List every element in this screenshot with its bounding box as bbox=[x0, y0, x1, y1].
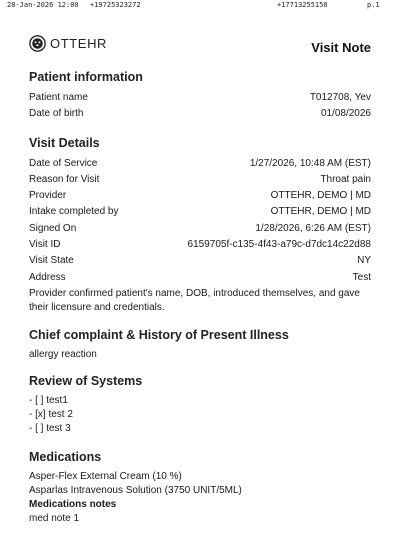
medications-section bbox=[29, 448, 371, 526]
reason-for-visit-row bbox=[29, 172, 371, 188]
row-label: Visit ID bbox=[29, 239, 61, 251]
medication-item: Asparlas Intravenous Solution (3750 UNIT/5ML) bbox=[29, 484, 242, 496]
row-value: OTTEHR, DEMO | MD bbox=[270, 190, 371, 202]
brand-logo-text: OTTEHR bbox=[50, 36, 108, 51]
row-value: 1/27/2026, 10:48 AM (EST) bbox=[249, 157, 371, 169]
row-label: Date of Service bbox=[29, 157, 98, 169]
row-label: Date of birth bbox=[29, 108, 84, 120]
visit-details-section bbox=[29, 134, 371, 315]
signed-on-row bbox=[29, 221, 371, 237]
row-label: Provider bbox=[29, 190, 67, 202]
row-label: Patient name bbox=[29, 92, 88, 103]
date-of-birth-row bbox=[29, 106, 371, 122]
section-heading: Chief complaint & History of Present Illness bbox=[29, 327, 289, 342]
ros-item: - [ ] test 3 bbox=[29, 422, 71, 434]
row-value: OTTEHR, DEMO | MD bbox=[270, 206, 371, 218]
chief-complaint-text: allergy reaction bbox=[29, 348, 97, 360]
row-label: Intake completed by bbox=[29, 206, 119, 218]
row-value: Test bbox=[352, 271, 371, 283]
medication-item: Asper-Flex External Cream (10 %) bbox=[29, 470, 182, 482]
medications-notes-heading: Medications notes bbox=[29, 498, 117, 510]
section-heading: Medications bbox=[29, 449, 102, 464]
fax-header bbox=[0, 0, 400, 12]
ros-item: - [x] test 2 bbox=[29, 408, 73, 420]
fax-date-time: 28-Jan-2026 12:00 bbox=[7, 1, 79, 9]
visit-id-row bbox=[29, 237, 371, 253]
row-value: NY bbox=[357, 255, 371, 267]
patient-name-row bbox=[29, 90, 371, 106]
section-heading: Review of Systems bbox=[29, 373, 143, 388]
fax-from-number: +19725323272 bbox=[90, 1, 141, 9]
visit-state-row bbox=[29, 253, 371, 269]
row-label: Visit State bbox=[29, 255, 74, 267]
section-heading: Visit Details bbox=[29, 135, 100, 150]
address-row bbox=[29, 270, 371, 286]
document-title: Visit Note bbox=[311, 40, 371, 55]
row-value: T012708, Yev bbox=[309, 92, 371, 103]
row-value: 1/28/2026, 6:26 AM (EST) bbox=[255, 222, 371, 234]
row-label: Reason for Visit bbox=[29, 173, 100, 185]
date-of-service-row bbox=[29, 156, 371, 172]
otter-logo-icon bbox=[29, 35, 46, 52]
row-label: Address bbox=[29, 271, 66, 283]
document-body bbox=[29, 68, 371, 526]
row-label: Signed On bbox=[29, 222, 77, 234]
row-value: 01/08/2026 bbox=[320, 108, 371, 120]
patient-information-section bbox=[29, 68, 371, 123]
fax-page-number: p.1 bbox=[367, 1, 380, 9]
medications-notes-text: med note 1 bbox=[29, 512, 80, 524]
row-value: 6159705f-c135-4f43-a79c-d7dc14c22d88 bbox=[187, 239, 371, 251]
ros-item: - [ ] test1 bbox=[29, 394, 68, 406]
row-value: Throat pain bbox=[320, 173, 371, 185]
fax-to-number: +17713255150 bbox=[277, 1, 328, 9]
review-of-systems-section bbox=[29, 372, 371, 436]
intake-completed-by-row bbox=[29, 204, 371, 220]
brand-logo bbox=[29, 35, 107, 52]
provider-confirmation-note: Provider confirmed patient's name, DOB, introduced themselves, and gave their licensure and credentials. bbox=[29, 287, 360, 313]
provider-row bbox=[29, 188, 371, 204]
section-heading: Patient information bbox=[29, 70, 143, 84]
chief-complaint-section bbox=[29, 326, 371, 362]
document-header bbox=[29, 34, 371, 60]
